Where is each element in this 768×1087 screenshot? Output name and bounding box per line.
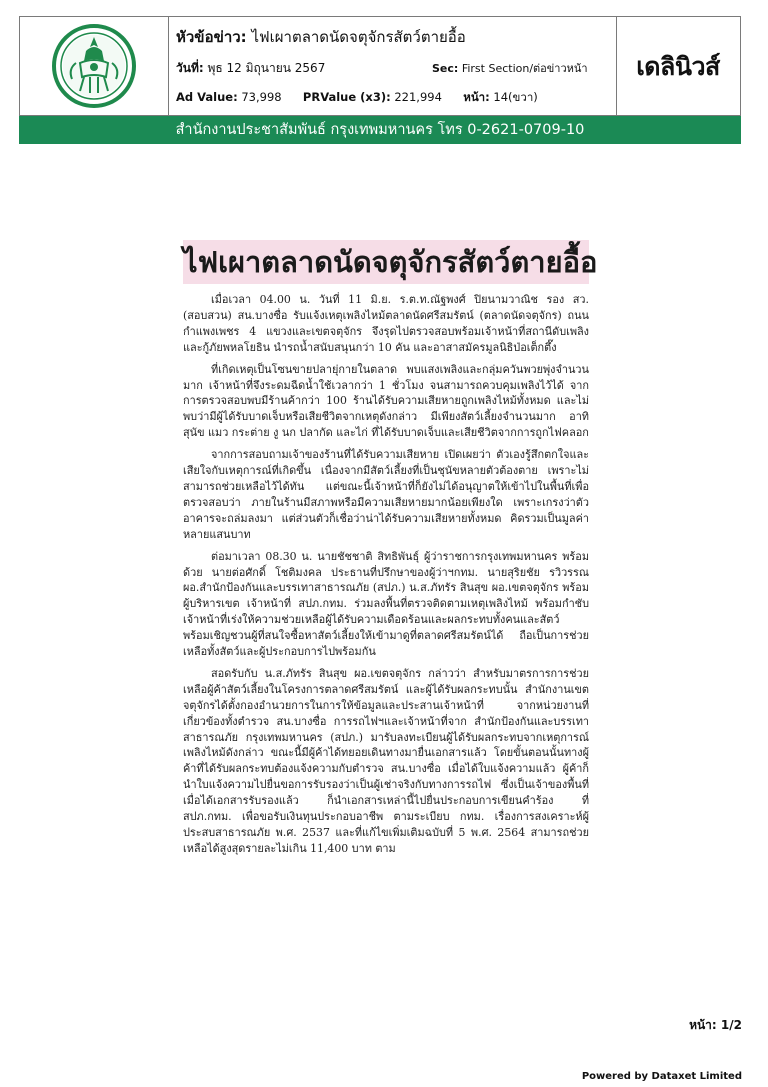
header-info: [168, 17, 617, 115]
page-number-label: หน้า:: [689, 1018, 717, 1032]
date-row: [176, 59, 325, 78]
article-body: [183, 292, 589, 1032]
article-paragraph-5: สอดรับกับ น.ส.ภัทรัร สินสุข ผอ.เขตจตุจักร กล่าวว่า สำหรับมาตรการการช่วยเหลือผู้ค้าสัตว์เลี้ยงในโครงการตลาดศรีสมรัตน์ และผู้ได้รับผลกระทบนั้น สำนักงานเขตจตุจักรได้ตั้งกองอำนวยการในการให้ข้อมูลและประสานเจ้าหน้าที่ จากหน่วยงานที่เกี่ยวข้องทั้งตำรวจ สน.บางซื่อ การรถไฟฯและเจ้าหน้าที่จาก สำนักป้องกันและบรรเทาสาธารณภัย กรุงเทพมหานคร (สปภ.) มารับลงทะเบียนผู้ได้รับผลกระทบจากเหตุการณ์เพลิงไหม้ดังกล่าว ขณะนี้มีผู้ค้าได้ทยอยเดินทางมายื่นเอกสารแล้ว โดยขั้นตอนนั้นทางผู้ค้าที่ได้รับผลกระทบต้องแจ้งความกับตำรวจ สน.บางซื่อ เมื่อได้ใบแจ้งความแล้ว ผู้ค้าก็นำใบแจ้งความไปยื่นขอการรับรองว่าเป็นผู้เช่าจริงกับทางการรถไฟ ซึ่งเป็นเจ้าของพื้นที่ เมื่อได้เอกสารรับรองแล้ว ก็นำเอกสารเหล่านี้ไปยื่นประกอบการเขียนคำร้อง ที่ สปภ.กทม. เพื่อขอรับเงินทุนประกอบอาชีพ ตามระเบียบ กทม. เรื่องการสงเคราะห์ผู้ประสบสาธารณภัย พ.ศ. 2537 และที่แก้ไขเพิ่มเติมฉบับที่ 5 พ.ศ. 2564 สามารถช่วยเหลือได้สูงสุดรายละไม่เกิน 11,400 บาท ตาม: [183, 666, 589, 855]
headline-row: [176, 25, 466, 49]
section-label: Sec:: [432, 62, 459, 75]
page-value: 14(ขวา): [493, 90, 538, 104]
article-headline: ไฟเผาตลาดนัดจตุจักรสัตว์ตายอื้อ: [183, 240, 589, 284]
logo-cell: [20, 17, 169, 115]
publication-name: เดลินิวส์: [636, 52, 720, 81]
section-value: First Section/ต่อข่าวหน้า: [461, 62, 588, 75]
article-paragraph-2: ที่เกิดเหตุเป็นโซนขายปลายุ่กายในตลาด พบแสงเพลิงและกลุ่มควันพวยพุ่งจำนวนมาก เจ้าหน้าที่จึงระดมฉีดน้ำใช้เวลากว่า 1 ชั่วโมง จนสามารถควบคุมเพลิงไว้ได้ จากการตรวจสอบพบมีร้านค้ากว่า 100 ร้านได้รับความเสียหายถูกเพลิงไหม้ทั้งหมด และไม่พบว่ามีผู้ได้รับบาดเจ็บหรือเสียชีวิตจากเหตุดังกล่าว มีเพียงสัตว์เลี้ยงจำนวนมาก อาทิ สุนัข แมว กระต่าย งู นก ปลากัด และไก่ ที่ได้รับบาดเจ็บและเสียชีวิตจากการถูกไฟคลอก: [183, 362, 589, 440]
ad-value-label: Ad Value:: [176, 90, 238, 104]
title-label: หัวข้อข่าว:: [176, 28, 247, 46]
article-paragraph-1: เมื่อเวลา 04.00 น. วันที่ 11 มิ.ย. ร.ต.ท.ณัฐพงศ์ ปิยนามวาณิช รอง สว.(สอบสวน) สน.บางซื่อ รับแจ้งเหตุเพลิงไหม้ตลาดนัดศรีสมรัตน์ (ตลาดนัดจตุจักร) ถนนกำแพงเพชร 4 แขวงและเขตจตุจักร จึงรุดไปตรวจสอบพร้อมเจ้าหน้าที่สถานีดับเพลิงและกู้ภัยพหลโยธิน นำรถน้ำสนับสนุนกว่า 10 คัน และอาสาสมัครมูลนิธิป่อเต็กตึ๊ง: [183, 293, 589, 354]
page-number: [689, 1016, 742, 1035]
news-header: [19, 16, 741, 116]
article-paragraph-4: ต่อมาเวลา 08.30 น. นายชัชชาติ สิทธิพันธุ์ ผู้ว่าราชการกรุงเทพมหานคร พร้อมด้วย นายต่อศักดิ์ โชติมงคล ประธานที่ปรึกษาของผู้ว่าฯกทม. นายสุริยชัย รวิวรรณ ผอ.สำนักป้องกันและบรรเทาสาธารณภัย (สปภ.) น.ส.ภัทรัร สินสุข ผอ.เขตจตุจักร พร้อมผู้บริหารเขต เจ้าหน้าที่ สปภ.กทม. ร่วมลงพื้นที่ตรวจติดตามเหตุเพลิงไหม้ พร้อมกำชับเจ้าหน้าที่เร่งให้ความช่วยเหลือผู้ได้รับความเดือดร้อนและผลกระทบทั้งคนและสัตว์ พร้อมเชิญชวนผู้ที่สนใจซื้อหาสัตว์เลี้ยงให้เข้ามาดูที่ตลาดศรีสมรัตน์ได้ ถือเป็นการช่วยเหลือทั้งสัตว์และผู้ประกอบการไปพร้อมกัน: [183, 549, 589, 659]
section-row: [432, 59, 588, 77]
bangkok-seal-logo: [20, 17, 168, 115]
page-label: หน้า:: [463, 90, 490, 104]
pr-value-label: PRValue (x3):: [302, 90, 391, 104]
date-value: พุธ 12 มิถุนายน 2567: [207, 61, 326, 75]
ad-value: 73,998: [241, 90, 282, 104]
pr-office-banner: สำนักงานประชาสัมพันธ์ กรุงเทพมหานคร โทร 0-2621-0709-10: [19, 116, 741, 144]
title-value: ไฟเผาตลาดนัดจตุจักรสัตว์ตายอื้อ: [251, 28, 466, 46]
date-label: วันที่:: [176, 61, 204, 75]
article-paragraph-3: จากการสอบถามเจ้าของร้านที่ได้รับความเสียหาย เปิดเผยว่า ตัวเองรู้สึกตกใจและเสียใจกับเหตุการณ์ที่เกิดขึ้น เนื่องจากมีสัตว์เลี้ยงที่เป็นชุนัขหลายตัวต้องตาย เพราะไม่สามารถช่วยเหลือไว้ได้ทัน แต่ขณะนี้เจ้าหน้าที่ก็ยังไม่ได้อนุญาตให้เข้าไปในพื้นที่เพื่อตรวจสอบว่า ภายในร้านมีสภาพหรือมีความเสียหายมากน้อยเพียงใด เพราะเกรงว่าตัวอาคารจะถล่มลงมา แต่ส่วนตัวก็เชื่อว่าน่าได้รับความเสียหายทั้งหมด คิดรวมเป็นมูลค่าหลายแสนบาท: [183, 448, 589, 541]
powered-by: Powered by Dataxet Limited: [581, 1071, 742, 1082]
page-number-value: 1/2: [720, 1018, 742, 1032]
pr-value: 221,994: [394, 90, 442, 104]
publication-cell: [616, 17, 740, 115]
value-row: [176, 89, 538, 107]
